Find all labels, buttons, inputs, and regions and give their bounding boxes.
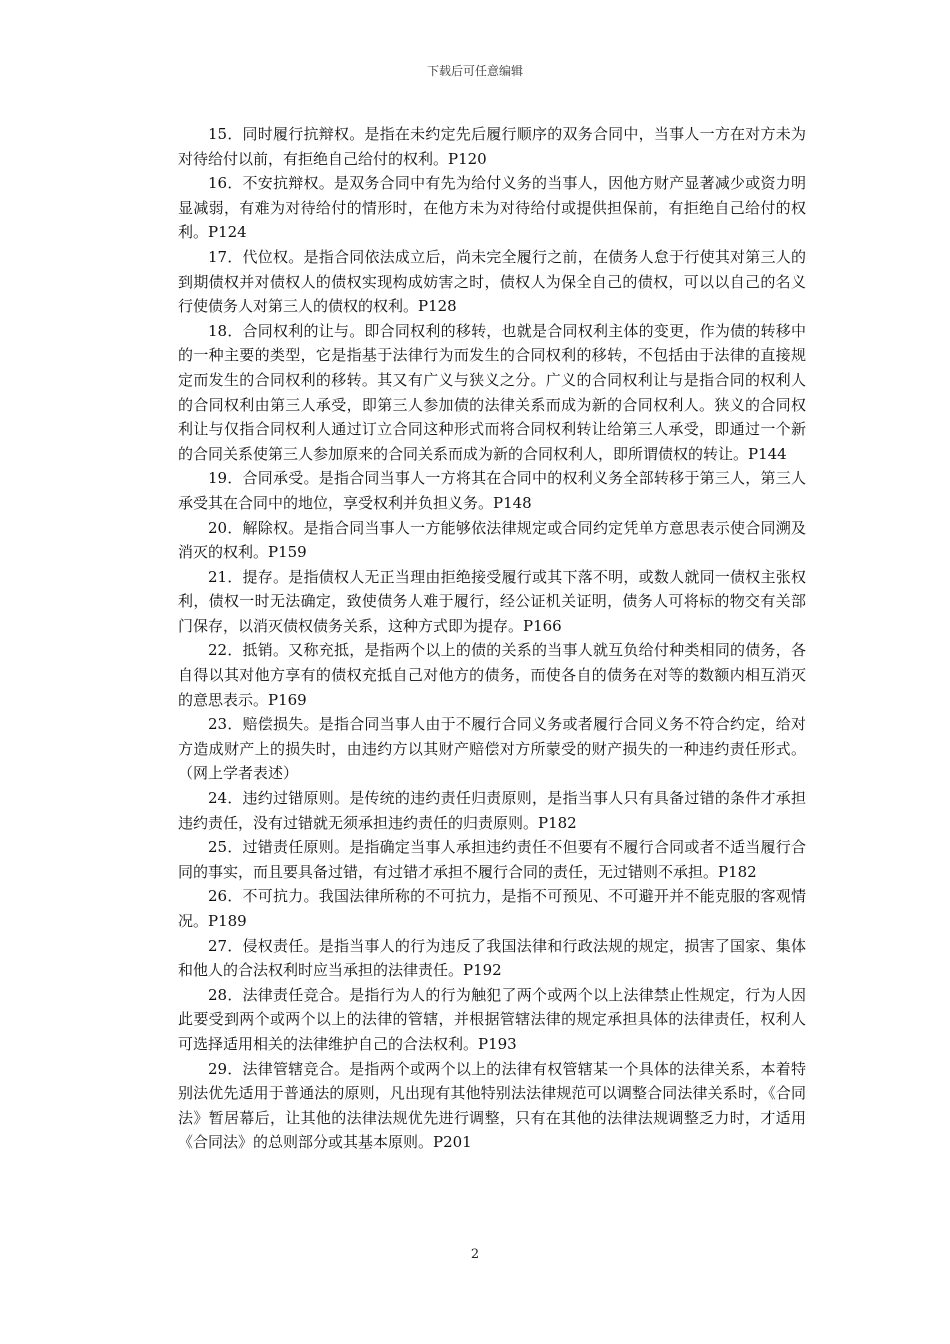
definition-paragraph-28: 28．法律责任竞合。是指行为人的行为触犯了两个或两个以上法律禁止性规定，行为人因此要受到两个或两个以上的法律的管辖，并根据管辖法律的规定承担具体的法律责任，权利人可选择适用相关的法律维护自己的合法权利。P193: [178, 985, 806, 1053]
definition-paragraph-18: 18．合同权利的让与。即合同权利的移转，也就是合同权利主体的变更，作为债的转移中的一种主要的类型，它是指基于法律行为而发生的合同权利的移转，不包括由于法律的直接规定而发生的合同权利的移转。其又有广义与狭义之分。广义的合同权利让与是指合同的权利人的合同权利由第三人承受，即第三人参加债的法律关系而成为新的合同权利人。狭义的合同权利让与仅指合同权利人通过订立合同这种形式而将合同权利转让给第三人承受，即通过一个新的合同关系使第三人参加原来的合同关系而成为新的合同权利人，即所谓债权的转让。P144: [178, 321, 806, 463]
definition-paragraph-19: 19．合同承受。是指合同当事人一方将其在合同中的权利义务全部转移于第三人，第三人承受其在合同中的地位，享受权利并负担义务。P148: [178, 469, 806, 512]
definition-paragraph-21: 21．提存。是指债权人无正当理由拒绝接受履行或其下落不明，或数人就同一债权主张权利，债权一时无法确定，致使债务人难于履行，经公证机关证明，债务人可将标的物交有关部门保存，以消灭债权债务关系，这种方式即为提存。P166: [178, 567, 806, 635]
document-body: [178, 122, 806, 1155]
definition-paragraph-27: 27．侵权责任。是指当事人的行为违反了我国法律和行政法规的规定，损害了国家、集体和他人的合法权利时应当承担的法律责任。P192: [178, 936, 806, 980]
definition-paragraph-29: 29．法律管辖竞合。是指两个或两个以上的法律有权管辖某一个具体的法律关系，本着特别法优先适用于普通法的原则，凡出现有其他特别法法律规范可以调整合同法律关系时，《合同法》暂居幕后，让其他的法律法规优先进行调整，只有在其他的法律法规调整乏力时，才适用《合同法》的总则部分或其基本原则。P201: [178, 1059, 806, 1152]
definition-paragraph-15: 15．同时履行抗辩权。是指在未约定先后履行顺序的双务合同中，当事人一方在对方未为对待给付以前，有拒绝自己给付的权利。P120: [178, 125, 806, 168]
definition-paragraph-20: 20．解除权。是指合同当事人一方能够依法律规定或合同约定凭单方意思表示使合同溯及消灭的权利。P159: [178, 518, 806, 562]
definition-paragraph-24: 24．违约过错原则。是传统的违约责任归责原则，是指当事人只有具备过错的条件才承担违约责任，没有过错就无须承担违约责任的归责原则。P182: [178, 789, 806, 832]
definition-paragraph-22: 22．抵销。又称充抵，是指两个以上的债的关系的当事人就互负给付种类相同的债务，各自得以其对他方享有的债权充抵自己对他方的债务，而使各自的债务在对等的数额内相互消灭的意思表示。P169: [178, 641, 806, 709]
definition-paragraph-25: 25．过错责任原则。是指确定当事人承担违约责任不但要有不履行合同或者不适当履行合同的事实，而且要具备过错，有过错才承担不履行合同的责任，无过错则不承担。P182: [178, 838, 806, 881]
page-header: 下载后可任意编辑: [426, 64, 523, 78]
definition-paragraph-16: 16．不安抗辩权。是双务合同中有先为给付义务的当事人，因他方财产显著减少或资力明显减弱，有难为对待给付的情形时，在他方未为对待给付或提供担保前，有拒绝自己给付的权利。P124: [178, 174, 806, 242]
definition-paragraph-17: 17．代位权。是指合同依法成立后，尚未完全履行之前，在债务人怠于行使其对第三人的到期债权并对债权人的债权实现构成妨害之时，债权人为保全自己的债权，可以以自己的名义行使债务人对第三人的债权的权利。P128: [178, 247, 806, 316]
definition-paragraph-23: 23．赔偿损失。是指合同当事人由于不履行合同义务或者履行合同义务不符合约定，给对方造成财产上的损失时，由违约方以其财产赔偿对方所蒙受的财产损失的一种违约责任形式。（网上学者表述）: [178, 715, 806, 783]
definition-paragraph-26: 26．不可抗力。我国法律所称的不可抗力，是指不可预见、不可避开并不能克服的客观情况。P189: [178, 887, 806, 930]
page-number: 2: [470, 1247, 480, 1262]
